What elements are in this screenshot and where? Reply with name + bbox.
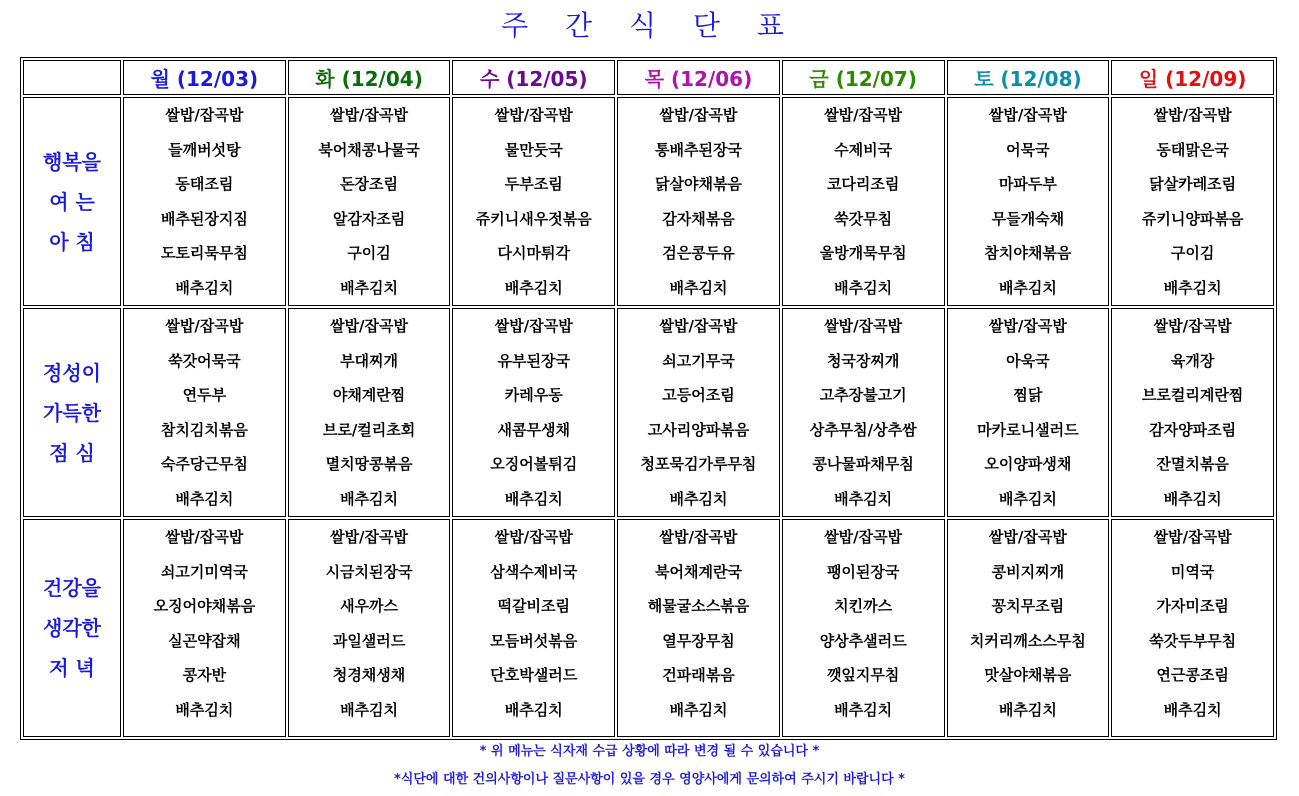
day-date: (12/09) (1165, 67, 1247, 91)
menu-item: 콩자반 (182, 666, 227, 684)
menu-item: 배추김치 (1163, 489, 1222, 508)
meal-row-dinner (23, 519, 1274, 737)
menu-cell (782, 308, 945, 517)
menu-item: 쌀밥/잡곡밥 (824, 317, 903, 335)
menu-item: 북어채콩나물국 (318, 140, 420, 159)
menu-item: 배추김치 (669, 700, 728, 719)
menu-item: 청국장찌개 (826, 351, 900, 370)
menu-item: 모듬버섯볶음 (490, 631, 578, 650)
menu-item: 배추김치 (834, 278, 893, 297)
meal-label-line: 점 심 (49, 440, 95, 465)
menu-item: 찜닭 (1013, 386, 1043, 404)
menu-item: 참치김치볶음 (160, 420, 248, 439)
menu-item: 새콤무생채 (497, 420, 570, 439)
menu-item: 수제비국 (834, 140, 893, 159)
day-abbr: 토 (974, 67, 994, 91)
menu-item: 쌀밥/잡곡밥 (988, 528, 1067, 546)
menu-item: 쌀밥/잡곡밥 (165, 317, 244, 335)
menu-item: 새우까스 (340, 597, 399, 615)
menu-item: 떡갈비조림 (497, 597, 570, 615)
menu-item: 쑥갓두부무침 (1149, 631, 1237, 650)
menu-cell (452, 97, 615, 306)
menu-item: 물만둣국 (504, 140, 563, 159)
menu-cell (1111, 97, 1274, 306)
menu-item: 쥬키니새우젓볶음 (475, 209, 592, 228)
menu-item: 브로/컬리초회 (322, 420, 416, 439)
menu-item: 미역국 (1170, 562, 1215, 581)
day-header-wed (452, 60, 615, 95)
menu-item: 알감자조림 (332, 209, 406, 228)
menu-item: 상추무침/상추쌈 (809, 420, 917, 439)
menu-item: 야채계란찜 (332, 386, 406, 404)
day-abbr: 화 (315, 67, 335, 91)
menu-cell (288, 308, 451, 517)
day-date: (12/04) (341, 67, 423, 91)
menu-item: 유부된장국 (497, 351, 570, 370)
meal-label-line: 여 는 (49, 189, 95, 214)
menu-item: 숙주당근무침 (160, 455, 248, 473)
menu-item: 멸치땅콩볶음 (325, 455, 413, 473)
menu-item: 쇠고기무국 (662, 351, 735, 370)
meal-row-lunch (23, 308, 1274, 517)
menu-item: 쌀밥/잡곡밥 (330, 106, 409, 124)
menu-item: 배추김치 (998, 278, 1057, 297)
menu-item: 쌀밥/잡곡밥 (330, 528, 409, 546)
day-header-thu (617, 60, 780, 95)
menu-item: 오징어볼튀김 (490, 455, 578, 473)
menu-item: 배추김치 (1163, 278, 1222, 297)
menu-item: 코다리조림 (826, 175, 900, 193)
menu-item: 쌀밥/잡곡밥 (1153, 106, 1232, 124)
menu-item: 쌀밥/잡곡밥 (824, 528, 903, 546)
menu-item: 연두부 (182, 386, 227, 404)
day-date: (12/07) (835, 67, 917, 91)
menu-item: 감자양파조림 (1149, 420, 1237, 439)
menu-item: 치킨까스 (834, 597, 893, 615)
menu-item: 구이김 (1170, 244, 1215, 262)
menu-item: 배추김치 (340, 489, 399, 508)
menu-item: 무들개숙채 (991, 209, 1065, 228)
day-header-fri (782, 60, 945, 95)
menu-item: 배추김치 (340, 278, 399, 297)
meal-label-dinner (23, 519, 121, 737)
corner-cell (23, 60, 121, 95)
menu-item: 쌀밥/잡곡밥 (494, 106, 573, 124)
menu-item: 마파두부 (998, 175, 1057, 193)
menu-cell (782, 97, 945, 306)
menu-item: 감자채볶음 (662, 209, 735, 228)
menu-item: 배추김치 (998, 489, 1057, 508)
menu-item: 검은콩두유 (662, 244, 735, 262)
menu-item: 북어채계란국 (654, 562, 742, 581)
meal-label-line: 정성이 (43, 360, 101, 385)
menu-item: 도토리묵무침 (160, 244, 248, 262)
notice-contact: *식단에 대한 건의사항이나 질문사항이 있을 경우 영양사에게 문의하여 주시기 바랍니다 * (394, 772, 905, 787)
day-abbr: 일 (1138, 67, 1159, 91)
menu-item: 삼색수제비국 (490, 562, 578, 581)
menu-item: 청경채생채 (332, 666, 406, 684)
menu-item: 아욱국 (1006, 351, 1050, 370)
menu-cell (617, 308, 780, 517)
day-date: (12/06) (670, 67, 753, 91)
day-header-row (23, 60, 1274, 95)
menu-cell (947, 308, 1110, 517)
menu-item: 배추김치 (504, 278, 563, 297)
menu-item: 단호박샐러드 (490, 666, 578, 684)
menu-item: 양상추샐러드 (819, 631, 907, 650)
day-date: (12/03) (176, 67, 259, 91)
menu-cell (617, 97, 780, 306)
meal-label-line: 저 녁 (49, 656, 95, 680)
menu-item: 배추김치 (834, 700, 893, 719)
menu-item: 가자미조림 (1156, 597, 1229, 615)
menu-cell (452, 308, 615, 517)
menu-item: 고사리양파볶음 (647, 420, 750, 439)
menu-item: 부대찌개 (340, 351, 399, 370)
menu-item: 두부조림 (504, 175, 563, 193)
menu-item: 배추김치 (504, 700, 563, 719)
menu-cell (123, 97, 286, 306)
menu-item: 구이김 (347, 244, 391, 262)
menu-item: 쌀밥/잡곡밥 (1153, 317, 1232, 335)
menu-item: 어묵국 (1006, 140, 1050, 159)
menu-item: 쌀밥/잡곡밥 (659, 106, 738, 124)
menu-item: 쌀밥/잡곡밥 (659, 317, 738, 335)
day-abbr: 목 (644, 67, 665, 91)
menu-item: 맛살야채볶음 (984, 666, 1072, 684)
menu-item: 카레우동 (504, 386, 563, 404)
menu-cell (947, 519, 1110, 737)
menu-item: 동태조림 (175, 175, 234, 193)
menu-item: 닭살야채볶음 (654, 175, 742, 193)
day-header-mon (123, 60, 286, 95)
day-header-sun (1111, 60, 1274, 95)
menu-item: 배추김치 (669, 489, 728, 508)
menu-item: 배추김치 (175, 278, 234, 297)
menu-item: 치커리깨소스무침 (969, 631, 1086, 650)
menu-item: 건파래볶음 (662, 666, 735, 684)
menu-cell (947, 97, 1110, 306)
menu-item: 배추된장지짐 (160, 209, 248, 228)
weekly-menu-table (20, 57, 1277, 740)
menu-item: 울방개묵무침 (819, 244, 907, 262)
menu-item: 쌀밥/잡곡밥 (1153, 528, 1232, 546)
menu-cell (1111, 308, 1274, 517)
meal-label-line: 아 침 (49, 229, 95, 254)
menu-item: 배추김치 (998, 700, 1057, 719)
day-date: (12/05) (506, 67, 588, 91)
menu-item: 쌀밥/잡곡밥 (824, 106, 903, 124)
menu-item: 시금치된장국 (325, 562, 413, 581)
menu-cell (782, 519, 945, 737)
menu-item: 쌀밥/잡곡밥 (988, 106, 1067, 124)
menu-item: 육개장 (1170, 351, 1215, 370)
menu-item: 배추김치 (834, 489, 893, 508)
menu-item: 쑥갓어묵국 (168, 351, 241, 370)
meal-label-breakfast (23, 97, 121, 306)
menu-item: 쌀밥/잡곡밥 (494, 528, 573, 546)
menu-item: 고등어조림 (662, 386, 735, 404)
menu-item: 콩나물파채무침 (812, 455, 914, 473)
menu-cell (288, 97, 451, 306)
menu-item: 마카로니샐러드 (977, 420, 1079, 439)
menu-item: 과일샐러드 (332, 631, 406, 650)
day-abbr: 수 (479, 67, 500, 91)
menu-item: 쌀밥/잡곡밥 (165, 106, 244, 124)
meal-label-lunch (23, 308, 121, 517)
menu-item: 배추김치 (669, 278, 728, 297)
menu-item: 열무장무침 (662, 631, 735, 650)
menu-item: 잔멸치볶음 (1156, 455, 1229, 473)
day-header-tue (288, 60, 451, 95)
menu-item: 다시마튀각 (497, 244, 570, 262)
menu-item: 배추김치 (340, 700, 399, 719)
menu-item: 청포묵김가루무침 (640, 455, 757, 473)
menu-item: 배추김치 (1163, 700, 1222, 719)
menu-item: 배추김치 (504, 489, 563, 508)
menu-item: 실곤약잡채 (168, 631, 241, 650)
meal-label-line: 건강을 (43, 576, 101, 600)
menu-item: 연근콩조림 (1156, 666, 1229, 684)
day-header-sat (947, 60, 1110, 95)
day-abbr: 금 (809, 67, 829, 91)
menu-item: 닭살카레조림 (1149, 175, 1237, 193)
meal-row-breakfast (23, 97, 1274, 306)
meal-label-line: 가득한 (43, 400, 101, 425)
menu-item: 팽이된장국 (826, 562, 900, 581)
day-abbr: 월 (150, 67, 170, 91)
menu-cell (452, 519, 615, 737)
menu-cell (123, 308, 286, 517)
menu-item: 깻잎지무침 (826, 666, 900, 684)
meal-label-line: 생각한 (43, 616, 101, 640)
menu-item: 오이양파생채 (984, 455, 1072, 473)
menu-item: 해물굴소스볶음 (647, 597, 750, 615)
menu-cell (123, 519, 286, 737)
menu-item: 쥬키니양파볶음 (1141, 209, 1244, 228)
menu-item: 들깨버섯탕 (168, 140, 241, 159)
notice-change: * 위 메뉴는 식자재 수급 상황에 따라 변경 될 수 있습니다 * (479, 744, 820, 759)
menu-item: 쌀밥/잡곡밥 (988, 317, 1067, 335)
menu-item: 쌀밥/잡곡밥 (659, 528, 738, 546)
menu-item: 콩비지찌개 (991, 562, 1065, 581)
menu-item: 쑥갓무침 (834, 209, 893, 228)
menu-item: 돈장조림 (340, 175, 399, 193)
menu-item: 참치야채볶음 (984, 244, 1072, 262)
day-date: (12/08) (1000, 67, 1082, 91)
menu-item: 쌀밥/잡곡밥 (165, 528, 244, 546)
menu-item: 배추김치 (175, 700, 234, 719)
menu-cell (1111, 519, 1274, 737)
menu-item: 통배추된장국 (654, 140, 742, 159)
menu-item: 고추장불고기 (819, 386, 907, 404)
menu-cell (617, 519, 780, 737)
menu-item: 오징어야채볶음 (153, 597, 256, 615)
menu-cell (288, 519, 451, 737)
meal-label-line: 행복을 (43, 149, 101, 174)
menu-item: 쌀밥/잡곡밥 (330, 317, 409, 335)
page-title: 주 간 식 단 표 (501, 9, 798, 42)
menu-item: 쌀밥/잡곡밥 (494, 317, 573, 335)
menu-item: 배추김치 (175, 489, 234, 508)
menu-item: 쇠고기미역국 (160, 562, 248, 581)
menu-item: 동태맑은국 (1156, 140, 1229, 159)
menu-item: 꽁치무조림 (991, 597, 1065, 615)
menu-item: 브로컬리계란찜 (1141, 386, 1244, 404)
